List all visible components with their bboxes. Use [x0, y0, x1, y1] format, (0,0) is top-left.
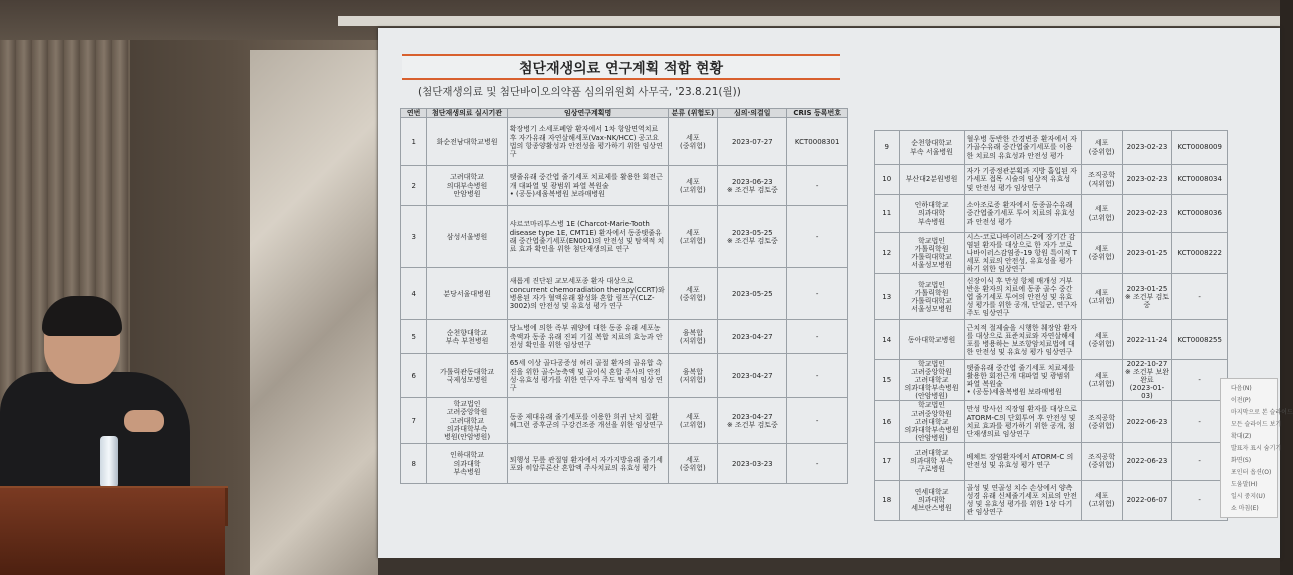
row-date: 2023-01-25 ※ 조건부 검토중: [1122, 274, 1172, 320]
header-class: 분류 (위험도): [668, 109, 718, 118]
table-row: [401, 166, 848, 206]
row-institution: 인하대학교 의과대학 부속병원: [899, 195, 964, 233]
row-no: 9: [875, 131, 900, 165]
table-row: [875, 233, 1228, 274]
row-cris: -: [787, 206, 848, 268]
row-no: 10: [875, 165, 900, 195]
row-cris: -: [1172, 401, 1228, 442]
row-cris: KCT0008034: [1172, 165, 1228, 195]
row-no: 13: [875, 274, 900, 320]
context-menu-item[interactable]: 일시 중지(U): [1231, 493, 1266, 500]
row-cris: -: [1172, 360, 1228, 401]
header-no: 연번: [401, 109, 427, 118]
left-table-header: [401, 109, 848, 118]
row-cris: KCT0008301: [787, 118, 848, 166]
row-institution: 화순전남대학교병원: [427, 118, 507, 166]
row-institution: 연세대학교 의과대학 세브란스병원: [899, 480, 964, 520]
row-no: 4: [401, 268, 427, 320]
context-menu[interactable]: [1220, 378, 1293, 518]
row-date: 2022-06-07: [1122, 480, 1172, 520]
row-class: 세포 (고위험): [668, 166, 718, 206]
table-row: [875, 274, 1228, 320]
row-date: 2023-04-27: [718, 320, 787, 354]
row-cris: -: [787, 398, 848, 444]
row-date: 2023-04-27 ※ 조건부 검토중: [718, 398, 787, 444]
row-class: 세포 (중위험): [668, 444, 718, 484]
row-institution: 학교법인 고려중앙학원 고려대학교 의과대학부속 병원(안암병원): [427, 398, 507, 444]
row-cris: -: [787, 320, 848, 354]
table-row: [875, 131, 1228, 165]
row-plan: 만성 방사선 직장염 환자를 대상으로 ATORM-C의 단회투여 후 안전성 및 치료 효과를 평가하기 위한 공개, 첨단재생의료 임상연구: [964, 401, 1081, 442]
row-plan: 신장이식 후 만성 항체 매개성 거부반응 환자의 치료에 동종 골수 중간엽 줄기세포 투여의 안전성 및 유효성 평가를 위한 공개, 단일군, 연구자 주도 임상연구: [964, 274, 1081, 320]
slide-subtitle: (첨단재생의료 및 첨단바이오의약품 심의위원회 사무국, '23.8.21(월)): [418, 86, 741, 98]
row-date: 2022-06-23: [1122, 401, 1172, 442]
projector-screen-case: [338, 16, 1280, 26]
row-cris: -: [787, 354, 848, 398]
row-cris: KCT0008222: [1172, 233, 1228, 274]
row-institution: 순천향대학교 부속 부천병원: [427, 320, 507, 354]
table-row: [401, 206, 848, 268]
row-date: 2023-05-25: [718, 268, 787, 320]
right-table: [874, 130, 1228, 521]
table-row: [401, 268, 848, 320]
row-institution: 순천향대학교 부속 서울병원: [899, 131, 964, 165]
row-plan: 자가 기증정관분획과 지방 흡입된 자가세포 접목 시술의 임상적 유효성 및 안전성 평가 임상연구: [964, 165, 1081, 195]
row-institution: 고려대학교 의대부속병원 안암병원: [427, 166, 507, 206]
table-row: [401, 354, 848, 398]
row-no: 12: [875, 233, 900, 274]
row-cris: -: [787, 268, 848, 320]
row-institution: 삼성서울병원: [427, 206, 507, 268]
screen-bottom-edge: [378, 558, 1280, 575]
row-institution: 가톨릭관동대학교 국제성모병원: [427, 354, 507, 398]
left-table: [400, 108, 848, 484]
table-row: [875, 320, 1228, 360]
row-plan: 혈우병 동반한 간경변증 환자에서 자가골수유래 중간엽줄기세포를 이용한 치료의 유효성과 안전성 평가: [964, 131, 1081, 165]
podium: [0, 488, 225, 575]
header-plan: 임상연구계획명: [507, 109, 668, 118]
context-menu-item[interactable]: 화면(S): [1231, 457, 1252, 464]
row-plan: 베체트 장염환자에서 ATORM-C 의 안전성 및 유효성 평가 연구: [964, 442, 1081, 480]
row-cris: -: [1172, 442, 1228, 480]
table-row: [401, 320, 848, 354]
slide-title-bar: [402, 54, 840, 80]
row-cris: KCT0008036: [1172, 195, 1228, 233]
row-cris: -: [787, 166, 848, 206]
row-cris: -: [787, 444, 848, 484]
context-menu-item[interactable]: 도움말(H): [1231, 481, 1258, 488]
speaker-hand: [124, 410, 164, 432]
row-cris: KCT0008255: [1172, 320, 1228, 360]
context-menu-item[interactable]: 모든 슬라이드 보기: [1231, 421, 1282, 428]
row-class: 세포 (고위험): [668, 398, 718, 444]
context-menu-item[interactable]: 발표자 표시 숨기기: [1231, 445, 1282, 452]
row-cris: KCT0008009: [1172, 131, 1228, 165]
row-no: 18: [875, 480, 900, 520]
row-class: 세포 (중위험): [1081, 233, 1122, 274]
row-plan: 새롭게 진단된 교모세포종 환자 대상으로 concurrent chemoradiation therapy(CCRT)와 병용된 자가 혈액유래 활성화 혼합 림프구(CLZ-3002)의 안전성 및 유효성 평가 연구: [507, 268, 668, 320]
row-plan: 시스-코로나바이러스-2에 장기간 감염된 환자를 대상으로 한 자가 코로나바이러스감염증-19 항원 특이적 T세포 치료의 안전성, 유효성을 평가하기 위한 임상연구: [964, 233, 1081, 274]
row-class: 세포 (고위험): [668, 206, 718, 268]
row-plan: 동종 제대유래 줄기세포를 이용한 희귀 난치 질환 헤그런 증후군의 구강건조증 개선을 위한 임상연구: [507, 398, 668, 444]
row-class: 융복합 (저위험): [668, 320, 718, 354]
row-class: 세포 (중위험): [1081, 131, 1122, 165]
row-class: 조직공학 (중위험): [1081, 401, 1122, 442]
marble-wall: [250, 50, 380, 575]
row-no: 3: [401, 206, 427, 268]
context-menu-item[interactable]: 쇼 마침(E): [1231, 505, 1259, 512]
row-date: 2023-02-23: [1122, 195, 1172, 233]
row-plan: 확장병기 소세포폐암 환자에서 1차 항암면역치료 후 자가유래 자연살해세포(Vax-NK/HCC) 공고요법의 항종양활성과 안전성을 평가하기 위한 임상연구: [507, 118, 668, 166]
row-class: 조직공학 (중위험): [1081, 442, 1122, 480]
row-date: 2023-04-27: [718, 354, 787, 398]
row-no: 14: [875, 320, 900, 360]
row-date: 2023-07-27: [718, 118, 787, 166]
water-bottle: [100, 436, 118, 488]
row-date: 2023-01-25: [1122, 233, 1172, 274]
row-no: 5: [401, 320, 427, 354]
row-plan: 65세 이상 골다공증성 허리 골절 환자의 골유합 촉진을 위한 골수농축액 및 골이식 혼합 주사의 안전성·유효성 평가를 위한 연구자 주도 탐색적 임상 연구: [507, 354, 668, 398]
row-institution: 분당서울대병원: [427, 268, 507, 320]
context-menu-item[interactable]: 다음(N): [1231, 385, 1252, 392]
slide-title: 첨단재생의료 연구계획 적합 현황: [519, 61, 723, 77]
header-cris: CRIS 등록번호: [787, 109, 848, 118]
table-row: [875, 480, 1228, 520]
row-plan: 근치적 절제술을 시행한 췌장암 환자를 대상으로 표준치료와 자연살해세포를 병용하는 보조항암치료법에 대한 안전성 및 유효성 평가 임상연구: [964, 320, 1081, 360]
row-no: 6: [401, 354, 427, 398]
row-no: 16: [875, 401, 900, 442]
row-date: 2022-10-27 ※ 조건부 보완완료 (2023-01-03): [1122, 360, 1172, 401]
projector-screen: [378, 28, 1293, 558]
row-date: 2023-05-25 ※ 조건부 검토중: [718, 206, 787, 268]
table-row: [401, 444, 848, 484]
row-no: 7: [401, 398, 427, 444]
row-class: 세포 (중위험): [668, 268, 718, 320]
row-date: 2022-06-23: [1122, 442, 1172, 480]
row-plan: 소아조로증 환자에서 동종골수유래 중간엽줄기세포 투여 치료의 유효성과 안전성 평가: [964, 195, 1081, 233]
row-no: 15: [875, 360, 900, 401]
row-class: 세포 (중위험): [668, 118, 718, 166]
row-institution: 학교법인 고려중앙학원 고려대학교 의과대학부속병원 (안암병원): [899, 401, 964, 442]
row-cris: -: [1172, 274, 1228, 320]
context-menu-item[interactable]: 포인터 옵션(O): [1231, 469, 1272, 476]
row-cris: -: [1172, 480, 1228, 520]
row-plan: 탯줄유래 중간엽 줄기세포 치료제를 활용한 회전근개 대파열 및 광범위 파열 복원술 • (공동)세움복병원 보라매병원: [507, 166, 668, 206]
row-date: 2023-02-23: [1122, 165, 1172, 195]
row-plan: 당뇨병에 의한 족부 궤양에 대한 동종 유래 세포농축액과 동종 유래 진피 기질 복합 치료의 효능과 안전성 확인을 위한 임상연구: [507, 320, 668, 354]
row-institution: 학교법인 가톨릭학원 가톨릭대학교 서울성모병원: [899, 274, 964, 320]
row-institution: 인하대학교 의과대학 부속병원: [427, 444, 507, 484]
table-row: [401, 118, 848, 166]
row-no: 8: [401, 444, 427, 484]
row-no: 2: [401, 166, 427, 206]
row-institution: 동아대학교병원: [899, 320, 964, 360]
context-menu-item[interactable]: 마지막으로 본 슬라이드: [1231, 409, 1293, 416]
row-institution: 학교법인 고려중앙학원 고려대학교 의과대학부속병원 (안암병원): [899, 360, 964, 401]
row-date: 2023-03-23: [718, 444, 787, 484]
row-plan: 퇴행성 무릎 관절염 환자에서 자가지방유래 줄기세포와 히알루론산 혼합액 주사치료의 유효성 평가: [507, 444, 668, 484]
row-class: 세포 (중위험): [1081, 320, 1122, 360]
table-row: [875, 360, 1228, 401]
row-plan: 샤르코마리투스병 1E (Charcot-Marie-Tooth disease type 1E, CMT1E) 환자에서 동종탯줄유래 중간엽줄기세포(EN001)의 안전성 및 탐색적 치료 효과 확인을 위한 첨단재생의료 연구: [507, 206, 668, 268]
row-date: 2022-11-24: [1122, 320, 1172, 360]
row-date: 2023-02-23: [1122, 131, 1172, 165]
header-inst: 첨단재생의료 실시기관: [427, 109, 507, 118]
table-row: [401, 398, 848, 444]
row-class: 세포 (고위험): [1081, 480, 1122, 520]
context-menu-item[interactable]: 확대(Z): [1231, 433, 1252, 440]
presentation-slide: [378, 28, 1293, 558]
row-no: 11: [875, 195, 900, 233]
table-row: [875, 401, 1228, 442]
context-menu-item[interactable]: 이전(P): [1231, 397, 1251, 404]
row-class: 조직공학 (저위험): [1081, 165, 1122, 195]
row-institution: 고려대학교 의과대학 부속 구로병원: [899, 442, 964, 480]
row-date: 2023-06-23 ※ 조건부 검토중: [718, 166, 787, 206]
header-date: 심의·의결일: [718, 109, 787, 118]
speaker-body: [0, 372, 190, 492]
row-plan: 골성 및 연골성 치수 손상에서 양측성경 유래 신체줄기세포 치료의 안전성 및 유효성 평가를 위한 1상 다기관 임상연구: [964, 480, 1081, 520]
table-row: [875, 195, 1228, 233]
row-class: 세포 (고위험): [1081, 360, 1122, 401]
table-row: [875, 165, 1228, 195]
row-class: 융복합 (저위험): [668, 354, 718, 398]
row-institution: 학교법인 가톨릭학원 가톨릭대학교 서울성모병원: [899, 233, 964, 274]
row-institution: 부산대2분원병원: [899, 165, 964, 195]
row-plan: 탯줄유래 중간엽 줄기세포 치료제를 활용한 회전근개 대파열 및 광범위 파열 복원술 • (공동)세움복병원 보라매병원: [964, 360, 1081, 401]
row-class: 세포 (고위험): [1081, 195, 1122, 233]
row-class: 세포 (고위험): [1081, 274, 1122, 320]
table-row: [875, 442, 1228, 480]
row-no: 17: [875, 442, 900, 480]
row-no: 1: [401, 118, 427, 166]
